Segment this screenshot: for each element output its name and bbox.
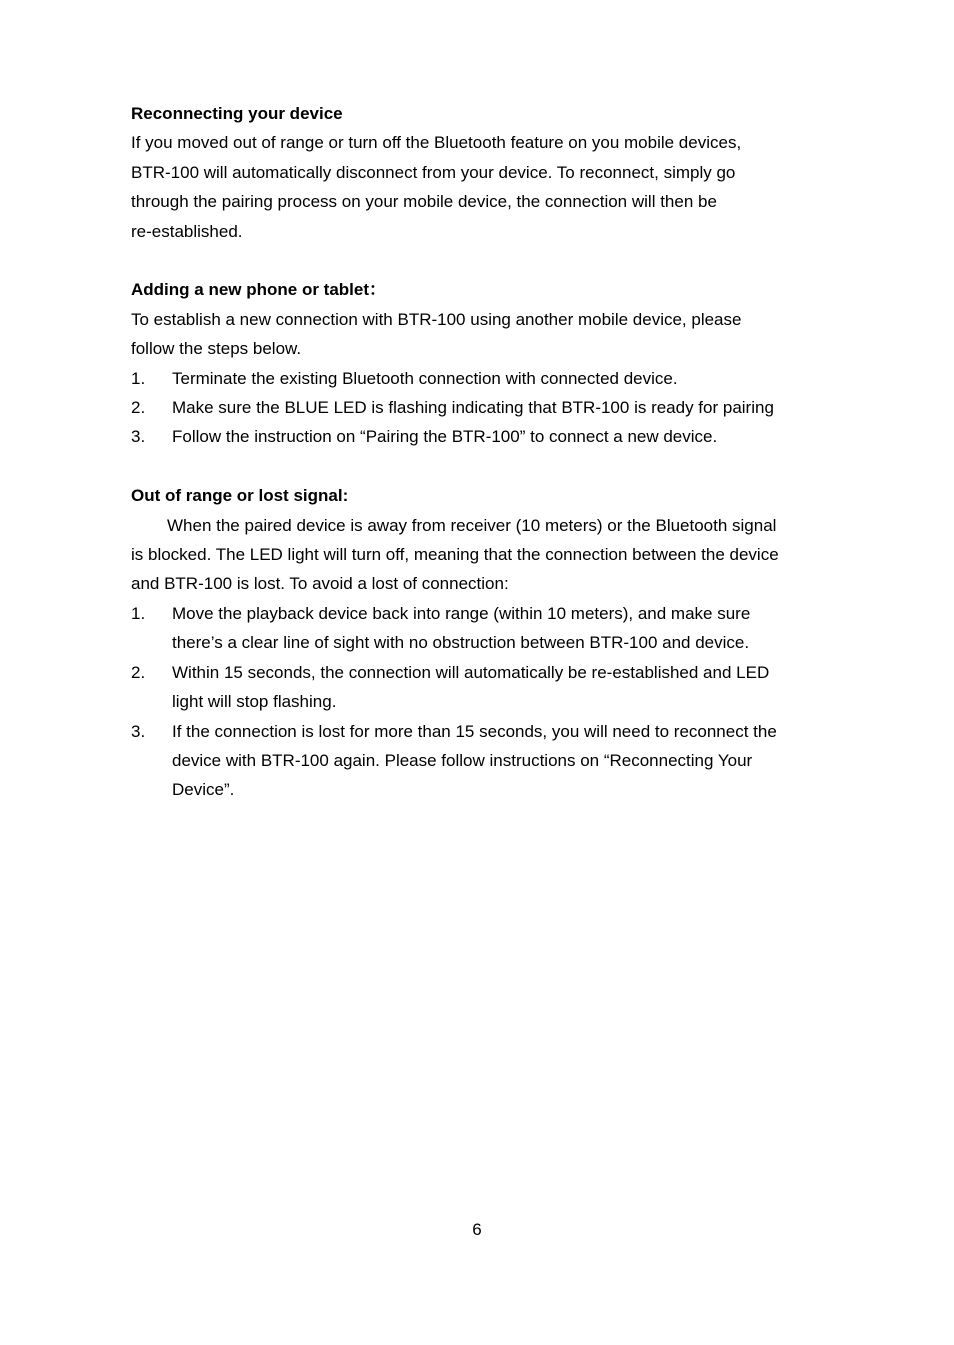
steps-list xyxy=(131,599,831,805)
list-item xyxy=(131,599,831,658)
section-heading: Adding a new phone or tablet： xyxy=(131,280,386,300)
list-item-number: 1. xyxy=(131,368,146,388)
document-page xyxy=(131,99,831,805)
list-item-text: Make sure the BLUE LED is flashing indicating that BTR-100 is ready for pairing xyxy=(172,398,774,418)
section-paragraph: To establish a new connection with BTR-100 using another mobile device, please follow the steps below. xyxy=(131,309,742,359)
section-paragraph: When the paired device is away from receiver (10 meters) or the Bluetooth signal is blocked. The LED light will turn off, meaning that the connection between the device and BTR-100 is lost. To avoid a lost of connection: xyxy=(131,515,779,594)
list-item xyxy=(131,717,831,805)
list-item-text: If the connection is lost for more than 15 seconds, you will need to reconnect the device with BTR-100 again. Please follow instructions on “Reconnecting Your Device”. xyxy=(172,721,777,800)
section-heading: Out of range or lost signal: xyxy=(131,486,349,506)
section-out-of-range xyxy=(131,481,831,804)
list-item-number: 2. xyxy=(131,662,146,682)
list-item xyxy=(131,658,831,717)
list-item-text: Terminate the existing Bluetooth connection with connected device. xyxy=(172,368,678,388)
list-item-text: Within 15 seconds, the connection will automatically be re-established and LED light will stop flashing. xyxy=(172,662,770,712)
list-item-number: 1. xyxy=(131,603,146,623)
list-item-text: Follow the instruction on “Pairing the BTR-100” to connect a new device. xyxy=(172,427,718,447)
list-item-number: 3. xyxy=(131,427,146,447)
list-item xyxy=(131,422,831,451)
section-adding-device xyxy=(131,275,831,451)
list-item-text: Move the playback device back into range (within 10 meters), and make sure there’s a clear line of sight with no obstruction between BTR-100 and device. xyxy=(172,603,751,653)
page-number: 6 xyxy=(472,1220,482,1239)
list-item-number: 2. xyxy=(131,398,146,418)
steps-list xyxy=(131,364,831,452)
section-heading: Reconnecting your device xyxy=(131,104,343,123)
section-reconnecting xyxy=(131,99,831,246)
list-item-number: 3. xyxy=(131,721,146,741)
section-spacer xyxy=(131,246,831,275)
list-item xyxy=(131,364,831,393)
section-paragraph: If you moved out of range or turn off the Bluetooth feature on you mobile devices, BTR-100 will automatically disconnect from your device. To reconnect, simply go through the pairing process on your mobile device, the connection will then be re-established. xyxy=(131,133,742,241)
section-spacer xyxy=(131,452,831,481)
list-item xyxy=(131,393,831,422)
